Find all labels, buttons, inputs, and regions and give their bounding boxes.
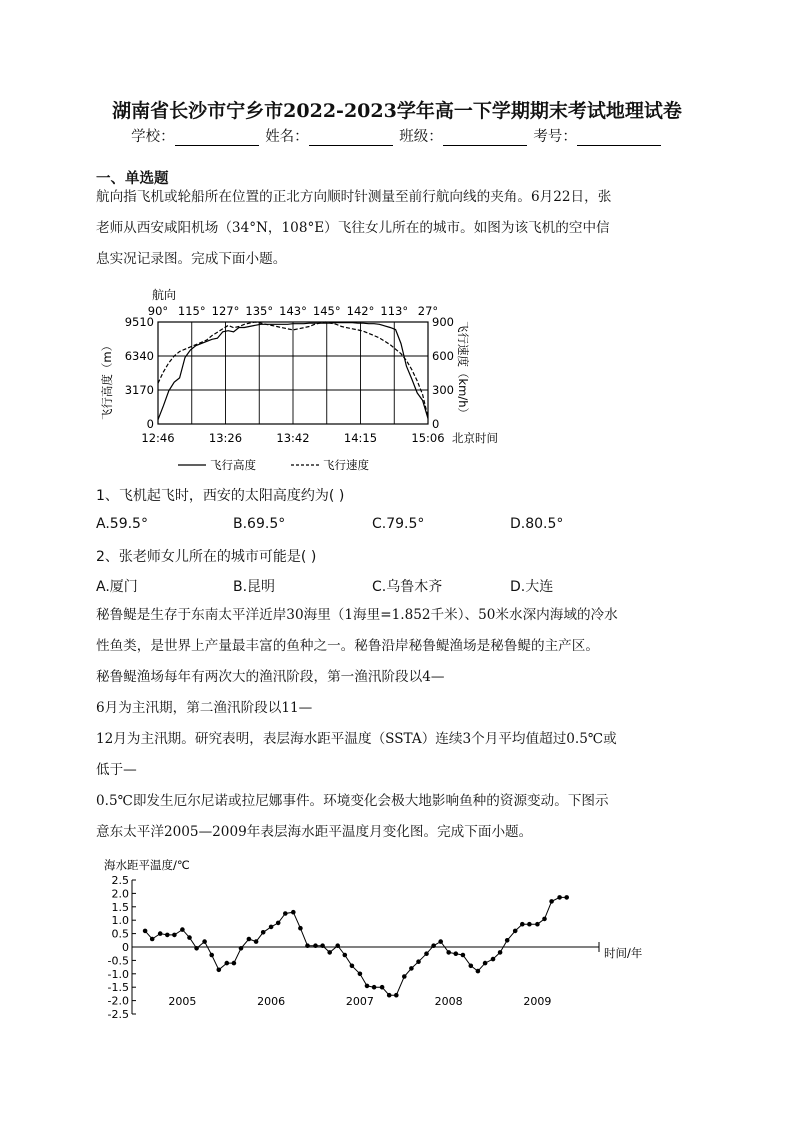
heading-values	[148, 304, 438, 318]
ssta-point	[327, 950, 332, 955]
speed-tick: 900	[432, 315, 454, 329]
ssta-point	[409, 966, 414, 971]
y-tick-label: -1.5	[107, 981, 129, 995]
ssta-point	[564, 895, 569, 900]
time-tick: 13:42	[276, 431, 310, 445]
speed-tick: 600	[432, 349, 454, 363]
altitude-tick: 6340	[124, 349, 154, 363]
ssta-point	[239, 946, 244, 951]
q2-option-c[interactable]: C.乌鲁木齐	[372, 579, 443, 595]
ssta-point	[402, 974, 407, 979]
legend-speed: 飞行速度	[323, 458, 369, 472]
question-1-stem: 1、飞机起飞时，西安的太阳高度约为( )	[96, 488, 345, 504]
ssta-point	[476, 969, 481, 974]
q1-option-d[interactable]: D.80.5°	[510, 516, 564, 532]
ssta-point	[202, 939, 207, 944]
ssta-point	[150, 937, 155, 942]
q1-option-a[interactable]: A.59.5°	[96, 516, 148, 532]
ssta-point	[291, 910, 296, 915]
heading-value: 145°	[312, 304, 341, 318]
y-tick-label: 1.5	[111, 900, 129, 914]
passage-2-line: 性鱼类，是世界上产量最丰富的鱼种之一。秘鲁沿岸秘鲁鳀渔场是秘鲁鳀的主产区。	[96, 638, 599, 654]
q1-option-c[interactable]: C.79.5°	[372, 516, 425, 532]
y-axis-label: 海水距平温度/℃	[104, 858, 190, 872]
ssta-point	[498, 950, 503, 955]
ssta-point	[225, 961, 230, 966]
year-label: 2008	[434, 995, 463, 1008]
ssta-year-labels	[168, 995, 551, 1008]
q2-option-d[interactable]: D.大连	[510, 579, 554, 595]
altitude-ticks	[125, 315, 154, 431]
altitude-tick: 9510	[124, 315, 154, 329]
altitude-tick: 3170	[124, 383, 154, 397]
passage-2-line: 意东太平洋2005—2009年表层海水距平温度月变化图。完成下面小题。	[96, 824, 533, 840]
passage-1-line: 息实况记录图。完成下面小题。	[96, 251, 287, 267]
y-tick-label: -0.5	[107, 954, 129, 968]
speed-tick: 300	[432, 383, 454, 397]
y-tick-label: 1.0	[111, 914, 129, 928]
y-tick-label: 0.5	[111, 927, 129, 941]
ssta-point	[520, 922, 525, 927]
altitude-tick: 0	[146, 417, 154, 431]
ssta-point	[283, 911, 288, 916]
heading-value: 90°	[147, 304, 169, 318]
ssta-point	[217, 968, 222, 973]
ssta-point	[535, 922, 540, 927]
name-blank[interactable]	[309, 131, 393, 146]
ssta-point	[557, 895, 562, 900]
year-label: 2007	[345, 995, 374, 1008]
passage-2	[96, 600, 701, 848]
ssta-point	[276, 921, 281, 926]
ssta-point	[491, 957, 496, 962]
year-label: 2006	[257, 995, 286, 1008]
q2-option-b[interactable]: B.昆明	[233, 579, 276, 595]
q1-option-b[interactable]: B.69.5°	[233, 516, 286, 532]
y-tick-label: 2.0	[111, 887, 129, 901]
legend-altitude: 飞行高度	[210, 458, 256, 472]
ssta-point	[431, 943, 436, 948]
ssta-point	[158, 931, 163, 936]
passage-1	[96, 182, 701, 275]
question-2-stem: 2、张老师女儿所在的城市可能是( )	[96, 549, 317, 565]
speed-tick: 0	[432, 417, 440, 431]
ssta-point	[298, 926, 303, 931]
ssta-chart	[96, 852, 656, 1032]
left-axis-label: 飞行高度（m）	[100, 339, 114, 421]
ssta-point	[261, 930, 266, 935]
student-info-line	[0, 125, 794, 146]
ssta-point	[320, 943, 325, 948]
ssta-point	[461, 953, 466, 958]
page-title: 湖南省长沙市宁乡市2022-2023学年高一下学期期末考试地理试卷	[112, 100, 682, 122]
ssta-point	[209, 953, 214, 958]
heading-value: 142°	[346, 304, 375, 318]
ssta-point	[394, 993, 399, 998]
school-blank[interactable]	[175, 131, 259, 146]
passage-2-line: 低于—	[96, 762, 137, 778]
x-axis-label: 时间/年	[604, 946, 643, 960]
ssta-point	[305, 943, 310, 948]
ssta-point	[454, 951, 459, 956]
ssta-point	[343, 953, 348, 958]
ssta-point	[358, 972, 363, 977]
class-label: 班级：	[399, 129, 443, 145]
ssta-point	[372, 985, 377, 990]
ssta-point	[172, 933, 177, 938]
school-label: 学校：	[131, 129, 175, 145]
ssta-point	[254, 939, 259, 944]
heading-value: 27°	[417, 304, 439, 318]
year-label: 2009	[523, 995, 552, 1008]
right-axis-label: 飞行速度（km/h）	[456, 320, 470, 420]
heading-value: 115°	[177, 304, 206, 318]
time-ticks	[141, 431, 444, 445]
ssta-line	[145, 897, 567, 995]
name-label: 姓名：	[265, 129, 309, 145]
ssta-point	[187, 935, 192, 940]
ssta-point	[483, 961, 488, 966]
passage-2-line: 秘鲁鳀是生存于东南太平洋近岸30海里（1海里=1.852千米）、50米水深内海域的冷水	[96, 607, 618, 623]
ssta-point	[232, 961, 237, 966]
chart-legend	[178, 458, 369, 472]
ssta-point	[350, 964, 355, 969]
y-tick-label: 0	[122, 941, 129, 954]
exam-no-blank[interactable]	[577, 131, 661, 146]
ssta-point	[424, 951, 429, 956]
section-heading: 一、单选题	[96, 171, 169, 187]
x-axis-label: 北京时间	[452, 431, 498, 445]
passage-1-line: 老师从西安咸阳机场（34°N，108°E）飞往女儿所在的城市。如图为该飞机的空中信	[96, 220, 610, 236]
ssta-point	[143, 929, 148, 934]
ssta-point	[313, 943, 318, 948]
y-tick-label: -2.5	[107, 1008, 129, 1021]
ssta-point	[365, 984, 370, 989]
passage-2-line: 6月为主汛期，第二渔汛阶段以11—	[96, 700, 313, 716]
ssta-point	[505, 938, 510, 943]
heading-axis-label: 航向	[152, 288, 177, 302]
ssta-point	[513, 929, 518, 934]
y-tick-label: -2.0	[107, 994, 129, 1008]
ssta-point	[438, 939, 443, 944]
ssta-point	[165, 933, 170, 938]
ssta-point	[527, 922, 532, 927]
ssta-point	[416, 959, 421, 964]
passage-1-line: 航向指飞机或轮船所在位置的正北方向顺时针测量至前行航向线的夹角。6月22日，张	[96, 189, 612, 205]
passage-2-line: 秘鲁鳀渔场每年有两次大的渔汛阶段，第一渔汛阶段以4—	[96, 669, 445, 685]
year-label: 2005	[168, 995, 197, 1008]
speed-ticks	[432, 315, 454, 431]
y-tick-label: 2.5	[111, 874, 129, 887]
heading-value: 135°	[245, 304, 274, 318]
exam-no-label: 考号：	[533, 129, 577, 145]
ssta-point	[194, 946, 199, 951]
time-tick: 15:06	[411, 431, 445, 445]
q2-option-a[interactable]: A.厦门	[96, 579, 138, 595]
time-tick: 14:15	[343, 431, 378, 445]
passage-2-line: 0.5℃即发生厄尔尼诺或拉尼娜事件。环境变化会极大地影响鱼种的资源变动。下图示	[96, 793, 609, 809]
ssta-point	[380, 985, 385, 990]
ssta-point	[180, 927, 185, 932]
flight-info-chart	[96, 285, 516, 475]
ssta-point	[387, 993, 392, 998]
class-blank[interactable]	[443, 131, 527, 146]
ssta-point	[247, 937, 252, 942]
time-tick: 12:46	[141, 431, 175, 445]
ssta-point	[446, 950, 451, 955]
ssta-point	[549, 899, 554, 904]
ssta-point	[269, 925, 274, 930]
ssta-point	[335, 943, 340, 948]
ssta-point	[542, 917, 547, 922]
heading-value: 127°	[211, 304, 240, 318]
heading-value: 143°	[279, 304, 307, 318]
passage-2-line: 12月为主汛期。研究表明，表层海水距平温度（SSTA）连续3个月平均值超过0.5℃或	[96, 731, 617, 747]
ssta-point	[469, 964, 474, 969]
y-tick-label: -1.0	[107, 967, 129, 981]
heading-value: 113°	[380, 304, 409, 318]
time-tick: 13:26	[208, 431, 243, 445]
